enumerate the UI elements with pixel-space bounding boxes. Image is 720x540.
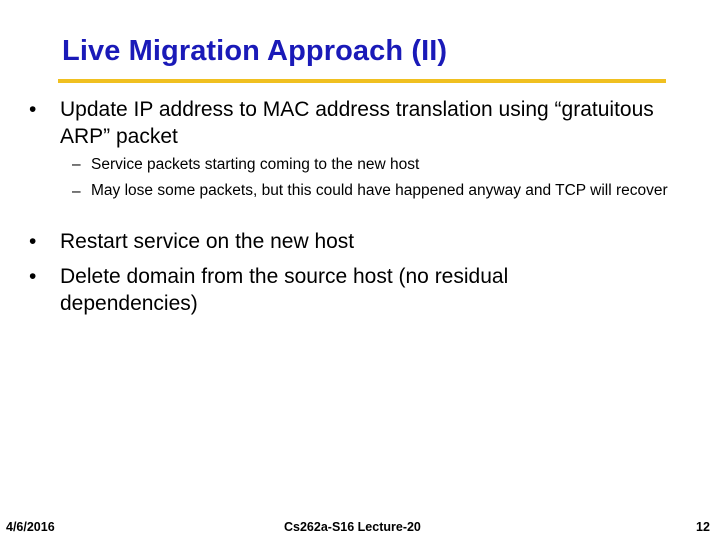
- subbullet-text: May lose some packets, but this could have happened anyway and TCP will recover: [91, 182, 668, 199]
- bullet-item: [29, 263, 669, 319]
- bullet-marker: •: [29, 230, 37, 253]
- title-underline: [58, 79, 666, 83]
- bullet-text: Update IP address to MAC address translation using “gratuitous ARP” packet: [60, 98, 654, 148]
- bullet-item: [29, 228, 669, 256]
- bullet-text: Delete domain from the source host (no residual dependencies): [60, 265, 509, 315]
- footer-page-number: 12: [696, 520, 710, 534]
- bullet-marker: •: [29, 265, 37, 288]
- bullet-marker: •: [29, 98, 37, 121]
- subbullet-item: [72, 153, 692, 177]
- subbullet-marker: –: [72, 183, 81, 200]
- subbullet-text: Service packets starting coming to the new host: [91, 156, 420, 173]
- footer-date: 4/6/2016: [6, 520, 55, 534]
- bullet-text: Restart service on the new host: [60, 230, 355, 253]
- footer-course: Cs262a-S16 Lecture-20: [284, 520, 421, 534]
- bullet-item: [29, 96, 669, 152]
- subbullet-marker: –: [72, 156, 81, 173]
- subbullet-item: [72, 180, 692, 226]
- slide-title: Live Migration Approach (II): [62, 35, 448, 67]
